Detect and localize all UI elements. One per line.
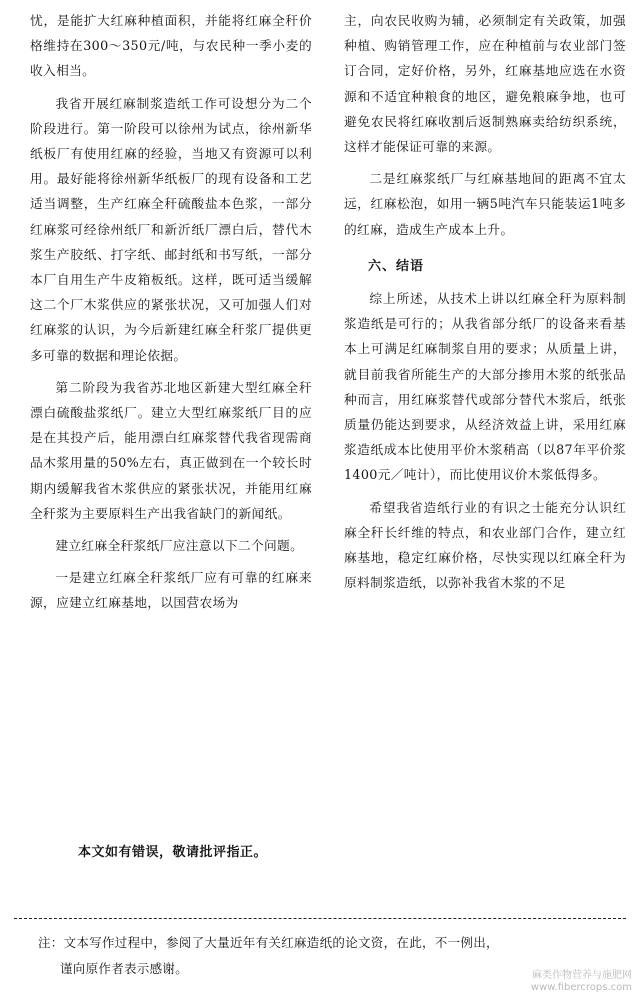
left-paragraph-4: 建立红麻全秆浆纸厂应注意以下二个问题。 <box>55 538 304 554</box>
left-paragraph-1: 忧，是能扩大红麻种植面积，并能将红麻全秆价格维持在300～350元/吨，与农民种一季小麦的收入相当。 <box>30 13 312 79</box>
site-watermark <box>531 970 632 994</box>
left-column <box>30 8 312 616</box>
left-paragraph-2: 我省开展红麻制浆造纸工作可设想分为二个阶段进行。第一阶段可以徐州为试点，徐州新华纸板厂有使用红麻的经验，当地又有资源可以利用。最好能将徐州新华纸板厂的现有设备和工艺适当调整，生产红麻全秆硫酸盐本色浆，一部分红麻浆可经徐州纸厂和新沂纸厂漂白后，替代木浆生产胶纸、打字纸、邮封纸和书写纸，一部分本厂自用生产牛皮箱板纸。这样，既可适当缓解这二个厂木浆供应的紧张状况，又可加强人们对红麻浆的认识，为今后新建红麻全秆浆厂提供更多可靠的数据和理论依据。 <box>30 95 312 363</box>
watermark-site-name: 麻类作物营养与施肥网 <box>532 970 632 981</box>
footnote-line-1: 注：文本写作过程中，参阅了大量近年有关红麻造纸的论文资，在此，不一例出， <box>38 935 499 950</box>
right-paragraph-4: 希望我省造纸行业的有识之士能充分认识红麻全秆长纤维的特点，和农业部门合作，建立红麻基地，稳定红麻价格，尽快实现以红麻全秆为原料制浆造纸，以弥补我省木浆的不足 <box>344 499 626 591</box>
right-paragraph-2: 二是红麻浆纸厂与红麻基地间的距离不宜太远，红麻松泡，如用一辆5吨汽车只能装运1吨多的红麻，造成生产成本上升。 <box>344 171 626 237</box>
footnote <box>38 930 598 982</box>
right-paragraph-3: 综上所述，从技术上讲以红麻全秆为原料制浆造纸是可行的；从我省部分纸厂的设备来看基本上可满足红麻制浆自用的要求；从质量上讲，就目前我省所能生产的大部分掺用木浆的纸张品种而言，用红麻浆替代或部分替代木浆后，纸张质量仍能达到要求，从经济效益上讲，采用红麻浆造纸成本比使用平价木浆稍高（以87年平价浆1400元／吨计），而比使用议价木浆低得多。 <box>344 291 626 483</box>
right-column <box>344 8 626 595</box>
closing-note: 本文如有错误，敬请批评指正。 <box>78 845 268 860</box>
section-heading-conclusion: 六、结语 <box>368 258 425 274</box>
right-paragraph-1: 主，向农民收购为辅，必须制定有关政策，加强种植、购销管理工作，应在种植前与农业部门签订合同，定好价格，另外，红麻基地应选在水资源和不适宜种粮食的地区，避免粮麻争地，也可避免农民将红麻收割后返制熟麻卖给纺织系统，这样才能保证可靠的来源。 <box>344 13 626 155</box>
footnote-divider <box>14 918 626 919</box>
footnote-line-2: 谨向原作者表示感谢。 <box>60 961 189 976</box>
watermark-url: www.fibercrops.com <box>530 982 632 993</box>
left-paragraph-5: 一是建立红麻全秆浆纸厂应有可靠的红麻来源，应建立红麻基地，以国营农场为 <box>30 570 312 611</box>
left-paragraph-3: 第二阶段为我省苏北地区新建大型红麻全秆漂白硫酸盐浆纸厂。建立大型红麻浆纸厂目的应是在其投产后，能用漂白红麻浆替代我省现需商品木浆用量的50%左右，真正做到在一个较长时期内缓解我省木浆供应的紧张状况，并能用红麻全秆浆为主要原料生产出我省缺门的新闻纸。 <box>30 379 312 521</box>
